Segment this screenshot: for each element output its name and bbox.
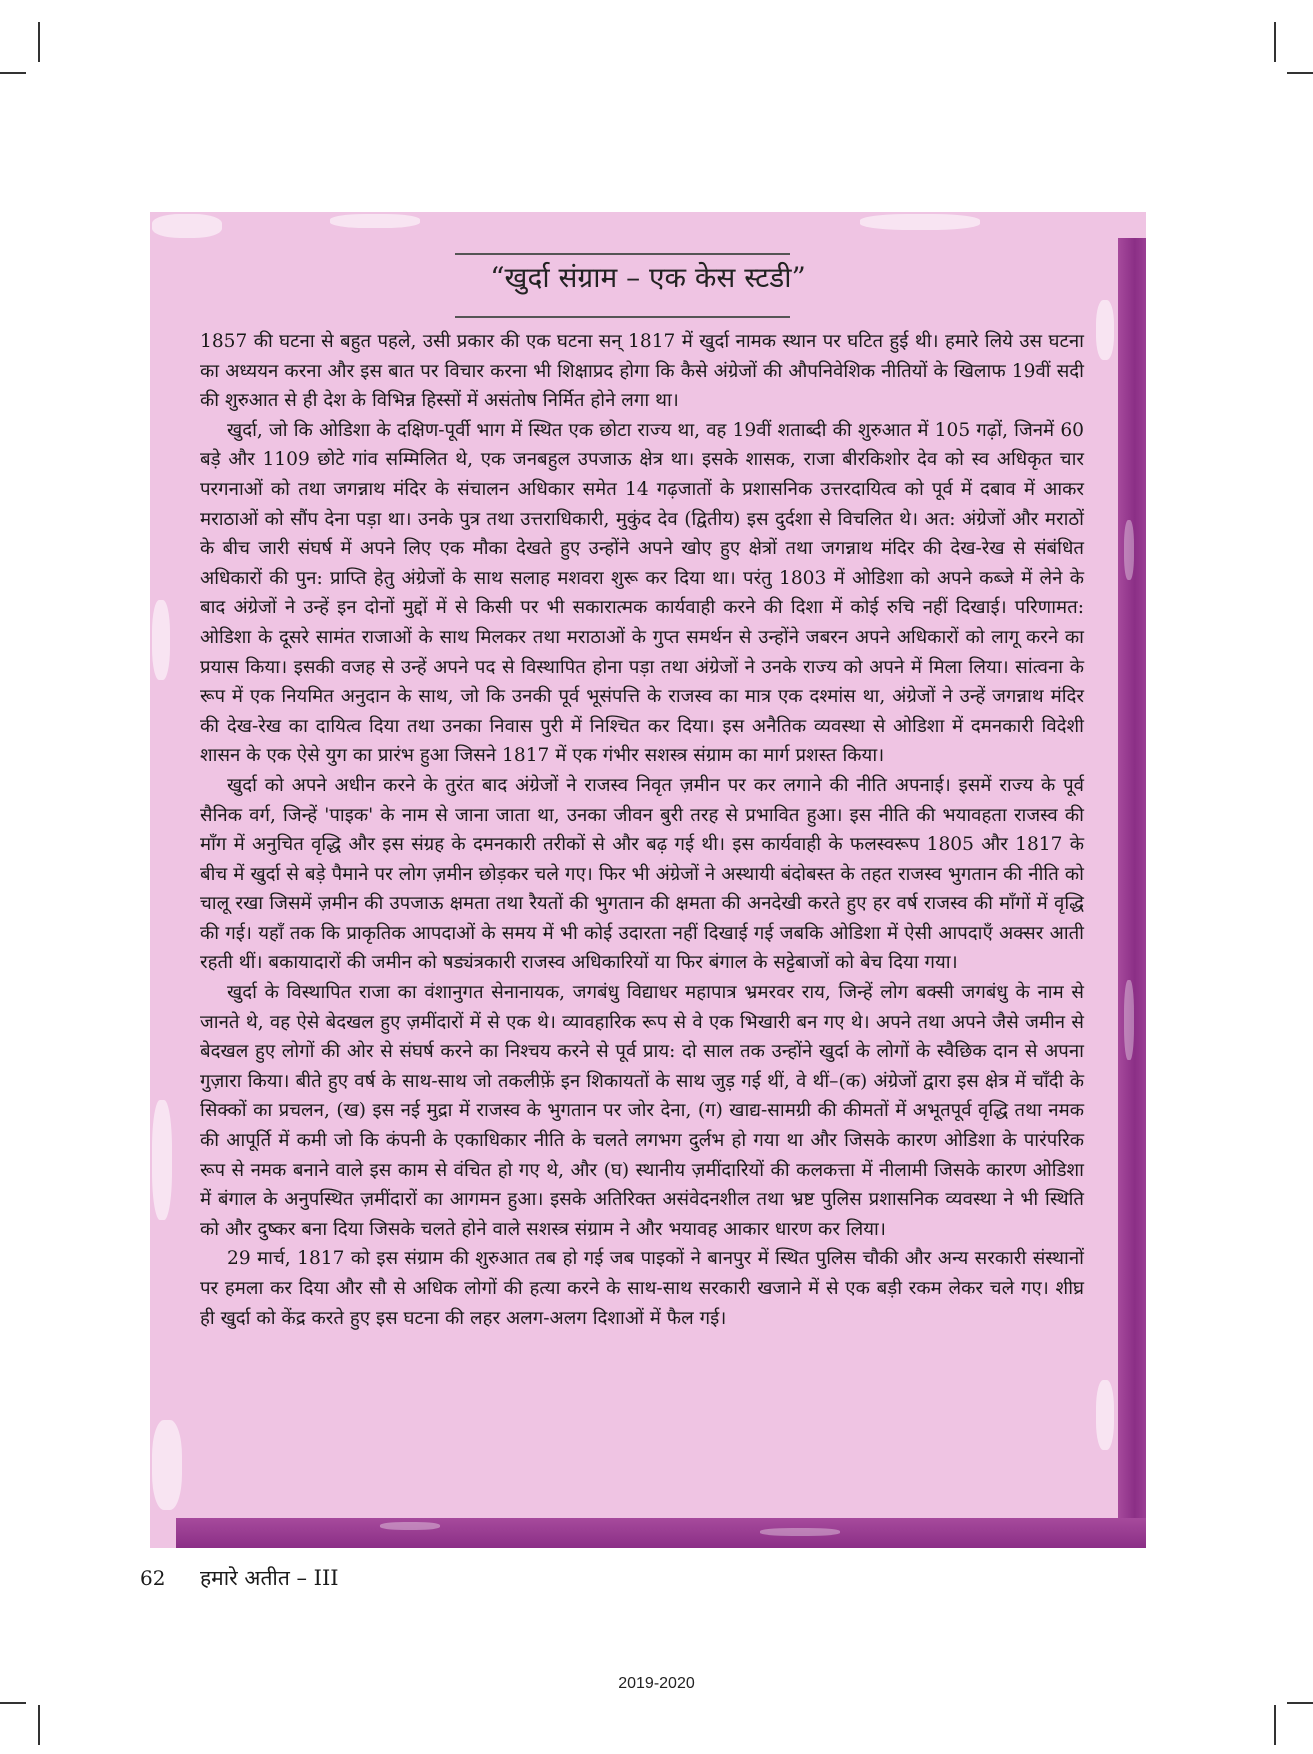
crop-mark — [1274, 1705, 1276, 1745]
edition-year: 2019-2020 — [618, 1675, 695, 1692]
book-title: हमारे अतीत – III — [200, 1566, 339, 1590]
brush-speckle — [152, 214, 222, 238]
crop-mark — [38, 1705, 40, 1745]
crop-mark — [0, 1702, 26, 1704]
brush-speckle — [152, 1420, 182, 1510]
brush-speckle — [760, 1528, 840, 1536]
brush-speckle — [1096, 300, 1114, 360]
brush-speckle — [1124, 980, 1134, 1060]
brush-speckle — [1096, 1380, 1114, 1450]
crop-mark — [38, 22, 40, 62]
title-rule-top — [455, 253, 790, 255]
box-title: “खुर्दा संग्राम – एक केस स्टडी” — [490, 261, 806, 294]
brush-speckle — [152, 600, 170, 680]
paragraph: 29 मार्च, 1817 को इस संग्राम की शुरुआत तब हो गई जब पाइकों ने बानपुर में स्थित पुलिस चौकी और अन्य सरकारी संस्थानों पर हमला कर दिया और सौ से अधिक लोगों की हत्या करने के साथ-साथ सरकारी खजाने में से एक बड़ी रकम लेकर चले गए। शीघ्र ही खुर्दा को केंद्र करते हुए इस घटना की लहर अलग-अलग दिशाओं में फैल गई। — [200, 1248, 1084, 1329]
brush-speckle — [1124, 520, 1134, 580]
box-right-border — [1118, 238, 1146, 1548]
brush-speckle — [152, 1100, 172, 1220]
crop-mark — [1287, 72, 1313, 74]
paragraph: 1857 की घटना से बहुत पहले, उसी प्रकार की एक घटना सन् 1817 में खुर्दा नामक स्थान पर घटित हुई थी। हमारे लिये उस घटना का अध्ययन करना और इस बात पर विचार करना भी शिक्षाप्रद होगा कि कैसे अंग्रेजों की औपनिवेशिक नीतियों के खिलाफ 19वीं सदी की शुरुआत से ही देश के विभिन्न हिस्सों में असंतोष निर्मित होने लगा था। — [200, 331, 1084, 412]
brush-speckle — [860, 214, 980, 230]
crop-mark — [0, 72, 26, 74]
crop-mark — [1287, 1702, 1313, 1704]
paragraph: खुर्दा के विस्थापित राजा का वंशानुगत सेनानायक, जगबंधु विद्याधर महापात्र भ्रमरवर राय, जिन्हें लोग बक्सी जगबंधु के नाम से जानते थे, वह ऐसे बेदखल हुए ज़मींदारों में से एक थे। व्यावहारिक रूप से वे एक भिखारी बन गए थे। अपने तथा अपने जैसे जमीन से बेदखल हुए लोगों की ओर से संघर्ष करने का निश्चय करने से पूर्व प्राय: दो साल तक उन्होंने खुर्दा के लोगों के स्वैछिक दान से अपना गुज़ारा किया। बीते हुए वर्ष के साथ-साथ जो तकलीफ़ें इन शिकायतों के साथ जुड़ गई थीं, वे थीं–(क) अंग्रेजों द्वारा इस क्षेत्र में चाँदी के सिक्कों का प्रचलन, (ख) इस नई मुद्रा में राजस्व के भुगतान पर जोर देना, (ग) खाद्य-सामग्री की कीमतों में अभूतपूर्व वृद्धि तथा नमक की आपूर्ति में कमी जो कि कंपनी के एकाधिकार नीति के चलते लगभग दुर्लभ हो गया था और जिसके कारण ओडिशा के पारंपरिक रूप से नमक बनाने वाले इस काम से वंचित हो गए थे, और (घ) स्थानीय ज़मींदारियों की कलकत्ता में नीलामी जिसके कारण ओडिशा में बंगाल के अनुपस्थित ज़मींदारों का आगमन हुआ। इसके अतिरिक्त असंवेदनशील तथा भ्रष्ट पुलिस प्रशासनिक व्यवस्था ने भी स्थिति को और दुष्कर बना दिया जिसके चलते होने वाले सशस्त्र संग्राम ने और भयावह आकार धारण कर लिया। — [200, 982, 1084, 1240]
page-number: 62 — [140, 1566, 166, 1590]
title-rule-bottom — [455, 316, 790, 318]
paragraph: खुर्दा, जो कि ओडिशा के दक्षिण-पूर्वी भाग में स्थित एक छोटा राज्य था, वह 19वीं शताब्दी की शुरुआत में 105 गढ़ों, जिनमें 60 बड़े और 1109 छोटे गांव सम्मिलित थे, एक जनबहुल उपजाऊ क्षेत्र था। इसके शासक, राजा बीरकिशोर देव को स्व अधिकृत चार परगनाओं को तथा जगन्नाथ मंदिर के संचालन अधिकार समेत 14 गढ़जातों के प्रशासनिक उत्तरदायित्व को पूर्व में दबाव में आकर मराठाओं को सौंप देना पड़ा था। उनके पुत्र तथा उत्तराधिकारी, मुकुंद देव (द्वितीय) इस दुर्दशा से विचलित थे। अत: अंग्रेजों और मराठों के बीच जारी संघर्ष में अपने लिए एक मौका देखते हुए उन्होंने अपने खोए हुए क्षेत्रों तथा जगन्नाथ मंदिर की देख-रेख से संबंधित अधिकारों की पुन: प्राप्ति हेतु अंग्रेजों के साथ सलाह मशवरा शुरू कर दिया था। परंतु 1803 में ओडिशा को अपने कब्जे में लेने के बाद अंग्रेजों ने उन्हें इन दोनों मुद्दों में से किसी पर भी सकारात्मक कार्यवाही करने की दिशा में कोई रुचि नहीं दिखाई। परिणामत: ओडिशा के दूसरे सामंत राजाओं के साथ मिलकर तथा मराठाओं के गुप्त समर्थन से उन्होंने जबरन अपने अधिकारों को लागू करने का प्रयास किया। इसकी वजह से उन्हें अपने पद से विस्थापित होना पड़ा तथा अंग्रेजों ने उनके राज्य को अपने में मिला लिया। सांत्वना के रूप में एक नियमित अनुदान के साथ, जो कि उनकी पूर्व भूसंपत्ति के राजस्व का मात्र एक दश्मांस था, अंग्रेजों ने उन्हें जगन्नाथ मंदिर की देख-रेख का दायित्व दिया तथा उनका निवास पुरी में निश्चित कर दिया। इस अनैतिक व्यवस्था से ओडिशा में दमनकारी विदेशी शासन के एक ऐसे युग का प्रारंभ हुआ जिसने 1817 में एक गंभीर सशस्त्र संग्राम का मार्ग प्रशस्त किया। — [200, 419, 1084, 767]
case-study-text — [200, 327, 1084, 1333]
crop-mark — [1274, 22, 1276, 62]
box-bottom-border — [176, 1518, 1146, 1548]
brush-speckle — [330, 214, 420, 228]
paragraph: खुर्दा को अपने अधीन करने के तुरंत बाद अंग्रेजों ने राजस्व निवृत ज़मीन पर कर लगाने की नीति अपनाई। इसमें राज्य के पूर्व सैनिक वर्ग, जिन्हें 'पाइक' के नाम से जाना जाता था, उनका जीवन बुरी तरह से प्रभावित हुआ। इस नीति की भयावहता राजस्व की माँग में अनुचित वृद्धि और इस संग्रह के दमनकारी तरीकों से और बढ़ गई थी। इस कार्यवाही के फलस्वरूप 1805 और 1817 के बीच में खुर्दा से बड़े पैमाने पर लोग ज़मीन छोड़कर चले गए। फिर भी अंग्रेजों ने अस्थायी बंदोबस्त के तहत राजस्व भुगतान की नीति को चालू रखा जिसमें ज़मीन की उपजाऊ क्षमता तथा रैयतों की भुगतान की क्षमता की अनदेखी करते हुए हर वर्ष राजस्व की माँगों में वृद्धि की गई। यहाँ तक कि प्राकृतिक आपदाओं के समय में भी कोई उदारता नहीं दिखाई गई जबकि ओडिशा में ऐसी आपदाएँ अक्सर आती रहती थीं। बकायादारों की जमीन को षड्यंत्रकारी राजस्व अधिकारियों या फिर बंगाल के सट्टेबाजों को बेच दिया गया। — [200, 774, 1084, 974]
brush-speckle — [380, 1522, 440, 1530]
